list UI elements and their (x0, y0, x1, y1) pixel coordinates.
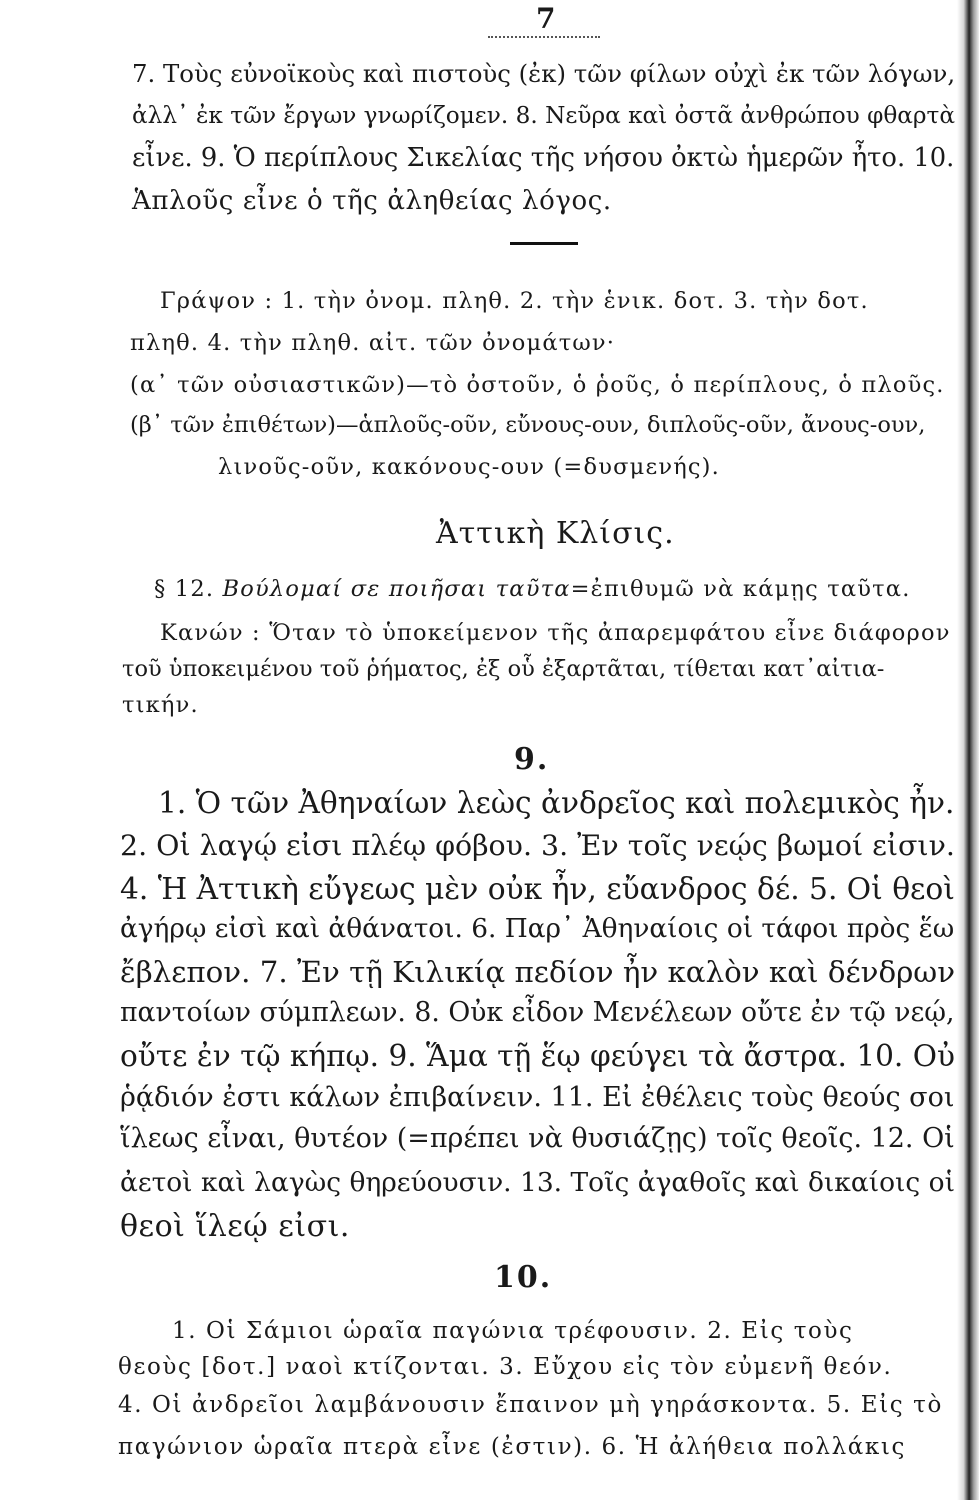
exercise-line: παγώνιον ὡραῖα πτερὰ εἶνε (ἐστιν). 6. Ἡ ἀλήθεια πολλάκις (118, 1434, 906, 1460)
exercise-line: οὔτε ἐν τῷ κήπῳ. 9. Ἅμα τῇ ἕῳ φεύγει τὰ ἄστρα. 10. Οὐ (120, 1039, 955, 1073)
paragraph-mark: § 12. (154, 576, 215, 602)
exercise-line: θεοὺς [δοτ.] ναοὶ κτίζονται. 3. Εὔχου εἰς τὸν εὐμενῆ θεόν. (118, 1354, 893, 1380)
exercise-line: 2. Οἱ λαγῴ εἰσι πλέῳ φόβου. 3. Ἐν τοῖς νεῴς βωμοί εἰσιν. (120, 829, 955, 862)
section-divider (510, 242, 578, 245)
rule-example-italic: Βούλομαί σε ποιῆσαι ταῦτα (222, 576, 571, 602)
exercise-instruction-line: (β᾽ τῶν ἐπιθέτων)—ἁπλοῦς-οῦν, εὔνους-ουν, διπλοῦς-οῦν, ἄνους-ουν, (130, 412, 926, 438)
exercise-instruction-line: λινοῦς-οῦν, κακόνους-ουν (=δυσμενής). (218, 454, 721, 480)
rule-example-translation: =ἐπιθυμῶ νὰ κάμῃς ταῦτα. (570, 576, 911, 602)
exercise-instruction-line: Γράψον : 1. τὴν ὀνομ. πληθ. 2. τὴν ἑνικ. δοτ. 3. τὴν δοτ. (160, 288, 869, 314)
exercise-line: ῥᾴδιόν ἐστι κάλων ἐπιβαίνειν. 11. Εἰ ἐθέλεις τοὺς θεούς σοι (120, 1082, 955, 1113)
exercise-line: ἀγήρῳ εἰσὶ καὶ ἀθάνατοι. 6. Παρ᾽ Ἀθηναίοις οἱ τάφοι πρὸς ἕω (120, 914, 955, 944)
text-line: Ἁπλοῦς εἶνε ὁ τῆς ἀληθείας λόγος. (132, 186, 612, 216)
section-heading: Ἀττικὴ Κλίσις. (436, 516, 675, 551)
exercise-line: παντοίων σύμπλεων. 8. Οὐκ εἶδον Μενέλεων οὔτε ἐν τῷ νεῴ, (120, 997, 955, 1028)
exercise-line: θεοὶ ἵλεῴ εἰσι. (120, 1209, 350, 1244)
exercise-instruction-line: πληθ. 4. τὴν πληθ. αἰτ. τῶν ὀνομάτων· (130, 330, 616, 356)
exercise-line: 1. Οἱ Σάμιοι ὡραῖα παγώνια τρέφουσιν. 2. Εἰς τοὺς (172, 1318, 854, 1344)
rule-text-line: τοῦ ὑποκειμένου τοῦ ῥήματος, ἐξ οὗ ἐξαρτᾶται, τίθεται κατ᾽αἰτια- (122, 656, 885, 682)
exercise-line: 4. Οἱ ἀνδρεῖοι λαμβάνουσιν ἔπαινον μὴ γηράσκοντα. 5. Εἰς τὸ (118, 1392, 943, 1418)
rule-text-line: τικήν. (122, 692, 199, 718)
page-number: 7 (536, 2, 556, 35)
exercise-line: 1. Ὁ τῶν Ἀθηναίων λεὼς ἀνδρεῖος καὶ πολεμικὸς ἦν. (158, 785, 955, 820)
text-line: ἀλλ᾽ ἐκ τῶν ἔργων γνωρίζομεν. 8. Νεῦρα καὶ ὀστᾶ ἀνθρώπου φθαρτὰ (132, 102, 956, 129)
page-binding-edge (957, 0, 979, 1500)
exercise-line: 4. Ἡ Ἀττικὴ εὔγεως μὲν οὐκ ἦν, εὔανδρος δέ. 5. Οἱ θεοὶ (120, 871, 955, 906)
rule-example-line (154, 578, 911, 601)
exercise-line: ἵλεως εἶναι, θυτέον (=πρέπει νὰ θυσιάζῃς) τοῖς θεοῖς. 12. Οἱ (120, 1123, 955, 1154)
section-number: 10. (494, 1260, 553, 1295)
text-line: 7. Τοὺς εὐνοϊκοὺς καὶ πιστοὺς (ἐκ) τῶν φίλων οὐχὶ ἐκ τῶν λόγων, (132, 59, 956, 88)
exercise-line: ἔβλεπον. 7. Ἐν τῇ Κιλικίᾳ πεδίον ἦν καλὸν καὶ δένδρων (120, 955, 956, 989)
page-number-underline (488, 36, 600, 38)
exercise-line: ἀετοὶ καὶ λαγὼς θηρεύουσιν. 13. Τοῖς ἀγαθοῖς καὶ δικαίοις οἱ (120, 1167, 955, 1198)
section-number: 9. (514, 742, 550, 777)
text-line: εἶνε. 9. Ὁ περίπλους Σικελίας τῆς νήσου ὀκτὼ ἡμερῶν ἦτο. 10. (132, 143, 955, 173)
rule-text-line: Κανών : Ὅταν τὸ ὑποκείμενον τῆς ἀπαρεμφάτου εἶνε διάφορον (160, 620, 951, 646)
exercise-instruction-line: (α᾽ τῶν οὐσιαστικῶν)—τὸ ὀστοῦν, ὁ ῥοῦς, ὁ περίπλους, ὁ πλοῦς. (130, 372, 945, 398)
